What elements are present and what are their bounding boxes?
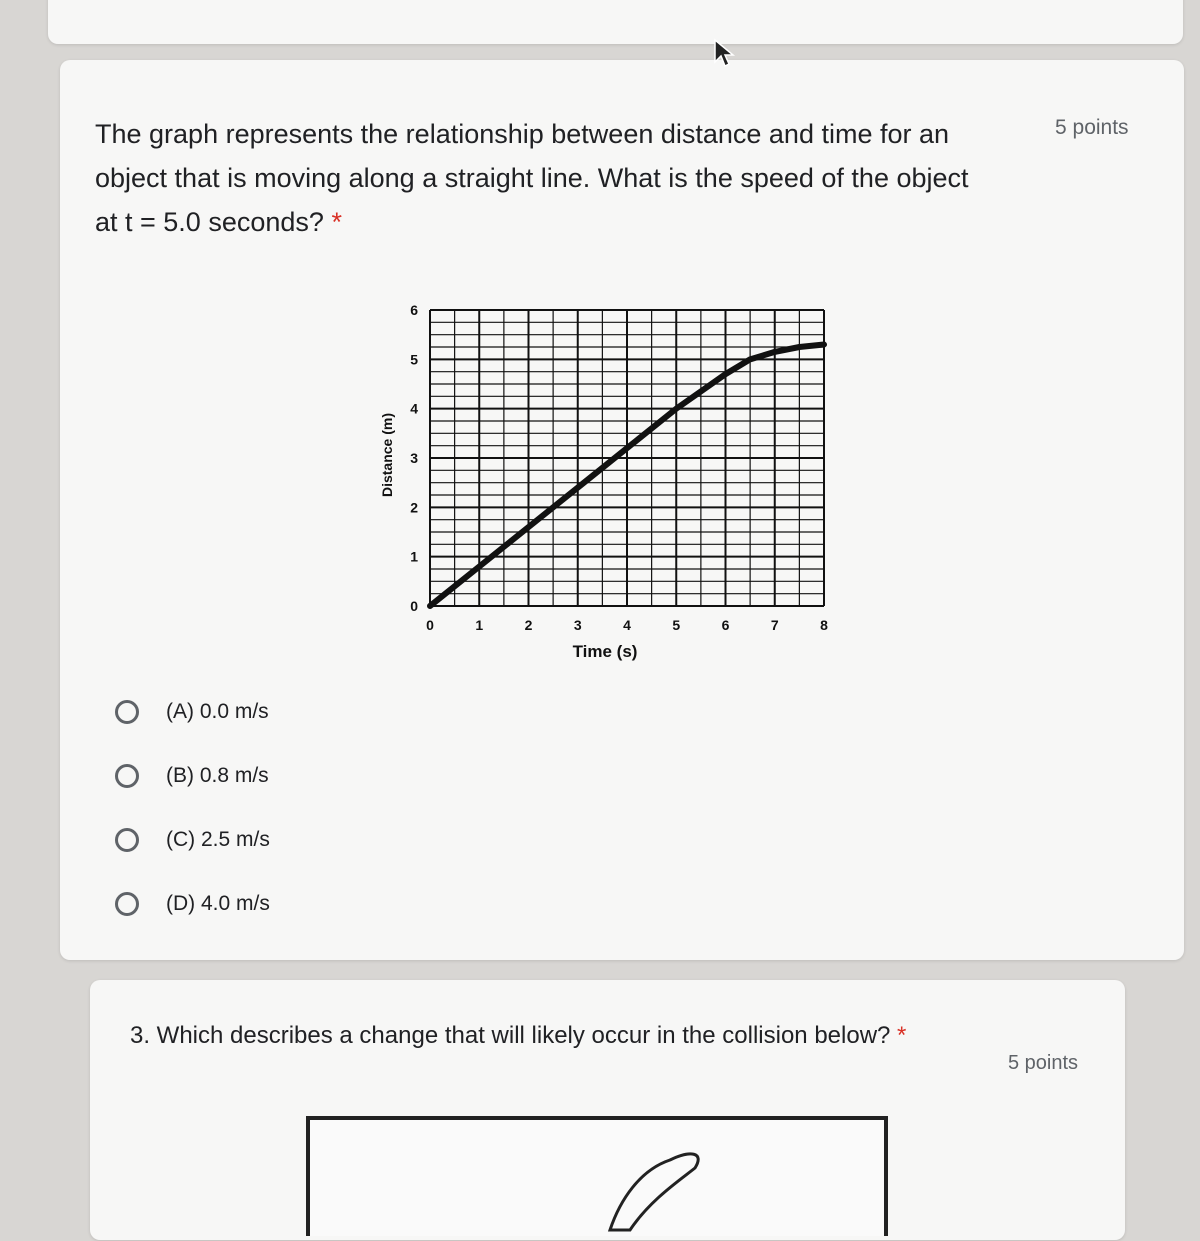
option-d[interactable] (115, 872, 270, 936)
required-marker: * (897, 1022, 907, 1049)
option-b[interactable] (115, 744, 270, 808)
x-tick-label: 0 (426, 617, 434, 633)
question-title (95, 112, 1045, 244)
y-tick-label: 1 (410, 548, 418, 565)
radio-circle-icon[interactable] (115, 764, 139, 788)
question-points: 5 points (1055, 116, 1129, 139)
x-tick-label: 7 (770, 617, 779, 633)
radio-circle-icon[interactable] (115, 828, 139, 852)
chart-y-axis-label: Distance (m) (379, 412, 395, 498)
x-tick-label: 1 (475, 617, 484, 633)
y-tick-label: 2 (410, 499, 418, 516)
next-question-points: 5 points (1008, 1052, 1079, 1074)
radio-circle-icon[interactable] (115, 700, 139, 724)
question-text-line-2: object that is moving along a straight line. What is the speed of the object (95, 163, 969, 193)
x-tick-label: 6 (721, 617, 730, 633)
option-c[interactable] (115, 808, 270, 872)
radio-circle-icon[interactable] (115, 892, 139, 916)
y-tick-label: 6 (410, 302, 418, 318)
next-question-text: 3. Which describes a change that will likely occur in the collision below? (130, 1022, 891, 1049)
option-label: (D) 4.0 m/s (166, 892, 270, 915)
y-tick-label: 4 (410, 400, 418, 417)
option-a[interactable] (115, 680, 270, 744)
y-tick-label: 3 (410, 450, 418, 466)
question-text-line-3: at t = 5.0 seconds? (95, 207, 324, 237)
collision-illustration (310, 1120, 884, 1236)
x-tick-label: 3 (573, 617, 582, 633)
answer-options (115, 680, 270, 936)
option-label: (C) 2.5 m/s (166, 828, 270, 851)
option-label: (B) 0.8 m/s (166, 764, 269, 787)
x-tick-label: 5 (672, 617, 681, 633)
previous-question-card (48, 0, 1183, 44)
question-text-line-1: The graph represents the relationship between distance and time for an (95, 119, 950, 149)
y-tick-label: 5 (410, 351, 418, 368)
x-tick-label: 4 (623, 617, 631, 633)
chart-x-axis-label: Time (s) (572, 642, 638, 661)
x-tick-label: 8 (820, 617, 828, 633)
option-label: (A) 0.0 m/s (166, 700, 269, 723)
next-question-title (130, 1022, 990, 1050)
mouse-pointer-icon (712, 38, 736, 68)
distance-time-chart (360, 290, 850, 670)
x-tick-label: 2 (524, 617, 533, 633)
y-tick-label: 0 (410, 598, 418, 614)
collision-image (306, 1116, 888, 1236)
required-marker: * (331, 207, 342, 237)
